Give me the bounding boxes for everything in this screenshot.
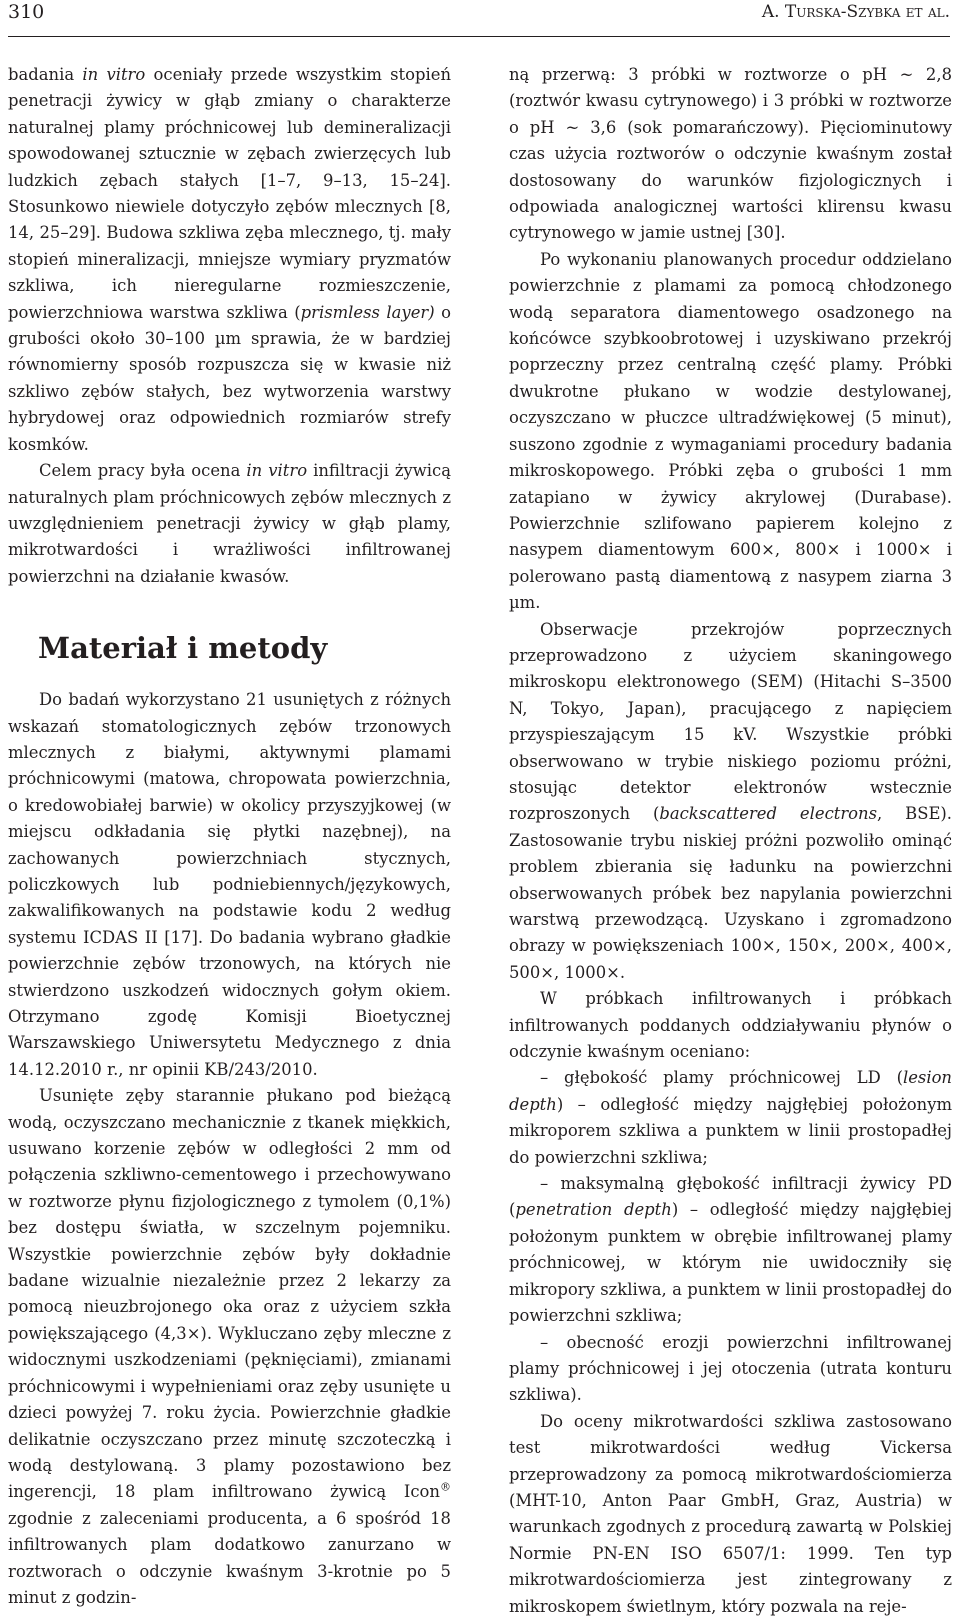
- page-number: 310: [8, 1, 45, 23]
- paragraph-acid-exposure: ną przerwą: 3 próbki w roztworze o pH ~ 2,8 (roztwór kwasu cytrynowego) i 3 próbki w roztworze o pH ~ 3,6 (sok pomarańczowy). Pięciominutowy czas użycia roztworów o odczynie kwaśnym został dostosowany do warunków fizjologicznych i odpowiada analogicznej wartości klirensu kwasu cytrynowego w jamie ustnej [30].: [509, 65, 952, 243]
- list-item-penetration-depth: – maksymalną głębokość infiltracji żywicy PD (penetration depth) – odległość między najgłębiej położonym punktem w obrębie infiltrowanej plamy próchnicowej, w którym nie uwidoczniły się mikropory szkliwa, a punktem w linii prostopadłej do powierzchni szkliwa;: [509, 1174, 952, 1326]
- paragraph-preparation: Usunięte zęby starannie płukano pod bieżącą wodą, oczyszczano mechanicznie z tkanek miękkich, usuwano korzenie zębów w odległości 2 mm od połączenia szkliwno-cementowego i przechowywano w roztworze płynu fizjologicznego z tymolem (0,1%) bez dostępu światła, w szczelnym pojemniku. Wszystkie powierzchnie zębów były dokładnie badane wizualnie niezależnie przez 2 lekarzy za pomocą nieuzbrojonego oka oraz z użyciem szkła powiększającego (4,3×). Wykluczano zęby mleczne z widocznymi uszkodzeniami (pęknięciami), zmianami próchnicowymi i wypełnieniami oraz zęby usunięte u dzieci powyżej 7. roku życia. Powierzchnie gładkie delikatnie oczyszczano przez minutę szczoteczką i wodą destylowaną. 3 plamy pozostawiono bez ingerencji, 18 plam infiltrowano żywicą Icon® zgodnie z zaleceniami producenta, a 6 spośród 18 infiltrowanych plam dodatkowo zanurzano w roztworach o odczynie kwaśnym 3-krotnie po 5 minut z godzin-: [8, 1086, 451, 1607]
- list-item-lesion-depth: – głębokość plamy próchnicowej LD (lesion depth) – odległość między najgłębiej położonym mikroporem szkliwa a punktem w linii prostopadłej do powierzchni szkliwa;: [509, 1068, 952, 1167]
- page-header: [8, 0, 950, 37]
- paragraph-assessment-intro: W próbkach infiltrowanych i próbkach infiltrowanych poddanych oddziaływaniu płynów o odczynie kwaśnym oceniano:: [509, 989, 952, 1062]
- section-heading-methods: Materiał i metody: [38, 631, 328, 666]
- left-column: [8, 62, 451, 1611]
- paragraph-materials: Do badań wykorzystano 21 usuniętych z różnych wskazań stomatologicznych zębów trzonowych mlecznych z białymi, aktywnymi plamami próchnicowymi (matowa, chropowata powierzchnia, o kredowobiałej barwie) w okolicy przyszyjkowej (w miejscu odkładania się płytki nazębnej), na zachowanych powierzchniach stycznych, policzkowych lub podniebiennych/językowych, zakwalifikowanych na podstawie kodu 2 według systemu ICDAS II [17]. Do badania wybrano gładkie powierzchnie zębów trzonowych, na których nie stwierdzono uszkodzeń widocznych gołym okiem. Otrzymano zgodę Komisji Bioetycznej Warszawskiego Uniwersytetu Medycznego z dnia 14.12.2010 r., nr opinii KB/243/2010.: [8, 690, 451, 1079]
- paragraph-intro-continued: badania in vitro oceniały przede wszystkim stopień penetracji żywicy w głąb zmiany o charakterze naturalnej plamy próchnicowej lub demineralizacji spowodowanej sztucznie w zębach zwierzęcych lub ludzkich zębach stałych [1–7, 9–13, 15–24]. Stosunkowo niewiele dotyczyło zębów mlecznych [8, 14, 25–29]. Budowa szkliwa zęba mlecznego, tj. mały stopień mineralizacji, mniejsze wymiary pryzmatów szkliwa, ich nieregularne rozmieszczenie, powierzchniowa warstwa szkliwa (prismless layer) o grubości około 30–100 µm sprawia, że w bardziej równomierny sposób rozpuszcza się w kwasie niż szkliwo zębów stałych, bez wytworzenia warstwy hybrydowej oraz odpowiednich rozmiarów strefy kosmków.: [8, 65, 451, 454]
- paragraph-sectioning: Po wykonaniu planowanych procedur oddzielano powierzchnie z plamami za pomocą chłodzonego wodą separatora diamentowego osadzonego na końcówce szybkoobrotowej i uzyskiwano przekrój poprzeczny przez centralną część plamy. Próbki dwukrotne płukano w wodzie destylowanej, oczyszczano w płuczce ultradźwiękowej (5 minut), suszono zgodnie z wymaganiami procedury badania mikroskopowego. Próbki zęba o grubości 1 mm zatapiano w żywicy akrylowej (Durabase). Powierzchnie szlifowano papierem kolejno z nasypem diamentowym 600×, 800× i 1000× i polerowano pastą diamentową z nasypem ziarna 3 µm.: [509, 249, 952, 613]
- paragraph-microhardness: Do oceny mikrotwardości szkliwa zastosowano test mikrotwardości według Vickersa przeprowadzony za pomocą mikrotwardościomierza (MHT-10, Anton Paar GmbH, Graz, Austria) w warunkach zgodnych z procedurą zawartą w Polskiej Normie PN-EN ISO 6507/1: 1999. Ten typ mikrotwardościomierza jest zintegrowany z mikroskopem świetlnym, który pozwala na reje-: [509, 1411, 952, 1616]
- list-item-erosion: – obecność erozji powierzchni infiltrowanej plamy próchnicowej i jej otoczenia (utrata konturu szkliwa).: [509, 1332, 952, 1405]
- paragraph-sem: Obserwacje przekrojów poprzecznych przeprowadzono z użyciem skaningowego mikroskopu elektronowego (SEM) (Hitachi S–3500 N, Tokyo, Japan), pracującego z napięciem przyspieszającym 15 kV. Wszystkie próbki obserwowano w trybie niskiego poziomu próżni, stosując detektor elektronów wstecznie rozproszonych (backscattered electrons, BSE). Zastosowanie trybu niskiej próżni pozwoliło ominąć problem zbierania się ładunku na powierzchni obserwowanych próbek bez napylania powierzchni warstwą przewodzącą. Uzyskano i zgromadzono obrazy w powiększeniach 100×, 150×, 200×, 400×, 500×, 1000×.: [509, 619, 953, 982]
- paragraph-aim: Celem pracy była ocena in vitro infiltracji żywicą naturalnych plam próchnicowych zębów mlecznych z uwzględnieniem penetracji żywicy w głąb plamy, mikrotwardości i wrażliwości infiltrowanej powierzchni na działanie kwasów.: [8, 461, 451, 586]
- running-head: A. Turska-Szybka et al.: [761, 2, 950, 22]
- right-column: [509, 62, 952, 1620]
